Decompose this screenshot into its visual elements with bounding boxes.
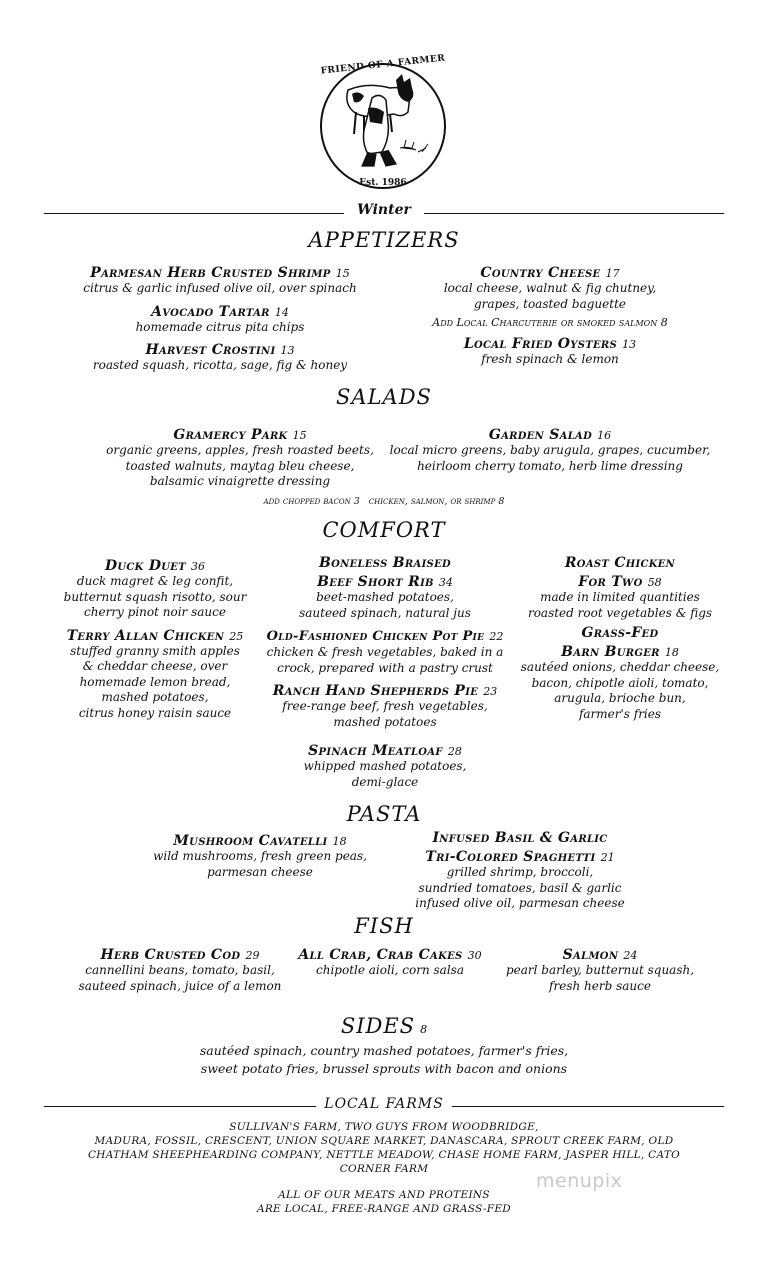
sides-desc-line: sautéed spinach, country mashed potatoes, farmer's fries, bbox=[199, 1043, 569, 1058]
item-name: Country Cheese bbox=[480, 265, 601, 281]
menu-item bbox=[60, 339, 380, 374]
item-price: 15 bbox=[292, 429, 307, 442]
menu-item bbox=[380, 333, 720, 368]
sides-desc-line: sweet potato fries, brussel sprouts with bacon and onions bbox=[200, 1061, 568, 1076]
menu-item bbox=[250, 680, 520, 730]
divider-right bbox=[424, 213, 724, 214]
item-price: 22 bbox=[489, 630, 504, 643]
item-name: Boneless Braised bbox=[319, 555, 451, 571]
fish-right-column bbox=[480, 944, 720, 994]
item-desc: duck magret & leg confit, bbox=[76, 574, 234, 588]
item-desc: balsamic vinaigrette dressing bbox=[149, 474, 331, 488]
item-name: All Crab, Crab Cakes bbox=[298, 947, 463, 963]
item-desc: roasted squash, ricotta, sage, fig & honey bbox=[92, 358, 348, 372]
item-name: Beef Short Rib bbox=[317, 574, 434, 590]
item-name: Roast Chicken bbox=[564, 555, 676, 571]
appetizer-addon: Add Local Charcuterie or smoked salmon 8 bbox=[432, 316, 668, 329]
menu-item bbox=[60, 262, 380, 297]
sides-desc bbox=[0, 1042, 768, 1078]
farm-line: CORNER FARM bbox=[339, 1163, 429, 1175]
item-desc: fresh spinach & lemon bbox=[481, 352, 619, 366]
salads-right-column bbox=[380, 424, 720, 474]
item-desc: grapes, toasted baguette bbox=[473, 296, 626, 311]
item-desc: cherry pinot noir sauce bbox=[84, 605, 226, 619]
item-desc: heirloom cherry tomato, herb lime dressing bbox=[417, 458, 683, 473]
salads-addon: add chopped bacon 3 chicken, salmon, or shrimp 8 bbox=[263, 496, 505, 507]
fish-heading: FISH bbox=[354, 914, 414, 938]
item-name: Terry Allan Chicken bbox=[66, 627, 225, 644]
item-desc: made in limited quantities bbox=[540, 590, 700, 604]
item-desc: citrus & garlic infused olive oil, over spinach bbox=[83, 281, 357, 295]
item-price: 24 bbox=[623, 949, 638, 962]
item-desc: cannellini beans, tomato, basil, bbox=[85, 963, 275, 977]
item-price: 18 bbox=[664, 646, 679, 659]
item-desc: farmer's fries bbox=[578, 706, 662, 721]
menu-item bbox=[250, 555, 520, 621]
item-desc: bacon, chipotle aioli, tomato, bbox=[531, 675, 709, 690]
item-price: 23 bbox=[483, 685, 498, 698]
sides-heading: SIDES bbox=[340, 1014, 416, 1038]
item-desc: organic greens, apples, fresh roasted beets, bbox=[106, 443, 374, 457]
item-desc: chipotle aioli, corn salsa bbox=[316, 963, 464, 977]
item-desc: roasted root vegetables & figs bbox=[527, 605, 713, 620]
item-price: 58 bbox=[647, 576, 662, 589]
item-price: 13 bbox=[280, 344, 295, 357]
menupix-watermark: menupix bbox=[536, 1170, 623, 1192]
menu-item bbox=[510, 625, 730, 722]
item-desc: butternut squash risotto, sour bbox=[63, 589, 247, 604]
sides-heading-row bbox=[0, 1014, 768, 1038]
item-name: Salmon bbox=[562, 947, 619, 963]
farm-line: SULLIVAN'S FARM, TWO GUYS FROM WOODBRIDGE, bbox=[229, 1121, 539, 1133]
item-name: Herb Crusted Cod bbox=[100, 947, 241, 963]
comfort-middle-column bbox=[250, 555, 520, 794]
item-name: Avocado Tartar bbox=[151, 303, 270, 320]
menu-item bbox=[250, 740, 520, 790]
item-desc: citrus honey raisin sauce bbox=[78, 705, 232, 720]
item-name: Tri-Colored Spaghetti bbox=[425, 849, 596, 865]
logo-est-text: Est. 1986 bbox=[359, 178, 407, 188]
item-price: 29 bbox=[245, 949, 260, 962]
item-desc: toasted walnuts, maytag bleu cheese, bbox=[125, 458, 355, 473]
logo-top-text: FRIEND OF A FARMER bbox=[320, 53, 446, 77]
comfort-heading: COMFORT bbox=[322, 518, 446, 542]
appetizers-left-column bbox=[60, 262, 380, 378]
item-desc: mashed potatoes, bbox=[101, 690, 209, 704]
item-desc: parmesan cheese bbox=[207, 864, 313, 879]
item-price: 13 bbox=[622, 338, 637, 351]
item-desc: demi-glace bbox=[351, 774, 419, 789]
item-desc: wild mushrooms, fresh green peas, bbox=[153, 849, 367, 863]
appetizers-right-column bbox=[380, 262, 720, 372]
item-desc: local cheese, walnut & fig chutney, bbox=[443, 281, 657, 295]
item-desc: & cheddar cheese, over bbox=[82, 659, 228, 673]
item-name: For Two bbox=[578, 574, 643, 590]
comfort-right-column bbox=[510, 555, 730, 726]
item-desc: sauteed spinach, juice of a lemon bbox=[78, 978, 282, 993]
pasta-left-column bbox=[130, 830, 390, 880]
menu-item bbox=[60, 301, 380, 336]
restaurant-logo bbox=[318, 52, 448, 198]
item-desc: local micro greens, baby arugula, grapes, cucumber, bbox=[389, 443, 711, 457]
item-desc: beet-mashed potatoes, bbox=[316, 590, 454, 604]
local-farms-list bbox=[30, 1120, 738, 1176]
item-price: 34 bbox=[438, 576, 453, 589]
item-name: Garden Salad bbox=[488, 427, 593, 443]
menu-item bbox=[250, 625, 520, 676]
comfort-left-column bbox=[40, 555, 270, 725]
item-desc: sundried tomatoes, basil & garlic bbox=[418, 880, 622, 895]
meats-note bbox=[0, 1188, 768, 1216]
item-price: 30 bbox=[467, 949, 482, 962]
salads-heading: SALADS bbox=[336, 385, 432, 409]
item-name: Infused Basil & Garlic bbox=[432, 830, 608, 846]
item-desc: sauteed spinach, natural jus bbox=[299, 605, 471, 620]
item-name: Harvest Crostini bbox=[145, 342, 276, 358]
item-name: Barn Burger bbox=[561, 644, 660, 660]
item-desc: stuffed granny smith apples bbox=[70, 643, 240, 658]
item-price: 18 bbox=[332, 835, 347, 848]
farms-divider-left bbox=[44, 1106, 316, 1107]
item-name: Spinach Meatloaf bbox=[308, 743, 443, 759]
local-farms-heading: LOCAL FARMS bbox=[324, 1096, 444, 1112]
item-price: 14 bbox=[274, 305, 289, 319]
farms-divider-right bbox=[452, 1106, 724, 1107]
divider-left bbox=[44, 213, 344, 214]
item-desc: homemade lemon bread, bbox=[79, 674, 231, 689]
item-desc: fresh herb sauce bbox=[549, 978, 651, 993]
item-price: 21 bbox=[600, 851, 615, 864]
item-desc: whipped mashed potatoes, bbox=[303, 759, 467, 773]
item-name: Grass-Fed bbox=[581, 625, 659, 641]
item-name: Parmesan Herb Crusted Shrimp bbox=[90, 265, 331, 281]
item-price: 36 bbox=[191, 560, 206, 573]
item-desc: homemade citrus pita chips bbox=[135, 319, 305, 334]
season-label: Winter bbox=[357, 202, 411, 218]
menu-item bbox=[510, 555, 730, 621]
item-name: Gramercy Park bbox=[173, 427, 288, 443]
menu-item bbox=[40, 555, 270, 621]
item-desc: infused olive oil, parmesan cheese bbox=[415, 896, 625, 910]
item-desc: sautéed onions, cheddar cheese, bbox=[520, 660, 720, 674]
fish-middle-column bbox=[280, 944, 500, 979]
item-desc: chicken & fresh vegetables, baked in a bbox=[266, 645, 504, 659]
fish-left-column bbox=[60, 944, 300, 994]
item-name: Duck Duet bbox=[104, 558, 186, 574]
item-name: Mushroom Cavatelli bbox=[173, 833, 328, 849]
item-desc: free-range beef, fresh vegetables, bbox=[282, 699, 488, 713]
pasta-heading: PASTA bbox=[346, 802, 422, 826]
menu-item bbox=[40, 625, 270, 722]
item-desc: pearl barley, butternut squash, bbox=[505, 963, 695, 977]
item-price: 15 bbox=[335, 267, 350, 280]
appetizers-heading: APPETIZERS bbox=[308, 228, 460, 252]
pasta-right-column bbox=[390, 830, 650, 912]
item-desc: arugula, brioche bun, bbox=[554, 691, 686, 705]
item-desc: crock, prepared with a pastry crust bbox=[277, 660, 493, 675]
farm-line: MADURA, FOSSIL, CRESCENT, UNION SQUARE MARKET, DANASCARA, SPROUT CREEK FARM, OLD bbox=[94, 1135, 674, 1147]
item-name: Local Fried Oysters bbox=[463, 336, 618, 352]
item-desc: grilled shrimp, broccoli, bbox=[446, 865, 594, 879]
item-name: Ranch Hand Shepherds Pie bbox=[272, 683, 479, 699]
sides-price: 8 bbox=[420, 1023, 428, 1036]
item-desc: mashed potatoes bbox=[333, 714, 437, 729]
item-name: Old-Fashioned Chicken Pot Pie bbox=[266, 629, 485, 644]
menu-item bbox=[380, 262, 720, 312]
item-price: 25 bbox=[229, 629, 244, 643]
note-line: ALL OF OUR MEATS AND PROTEINS bbox=[278, 1189, 490, 1201]
farm-line: CHATHAM SHEEPHEARDING COMPANY, NETTLE MEADOW, CHASE HOME FARM, JASPER HILL, CATO bbox=[87, 1149, 681, 1161]
item-price: 17 bbox=[605, 267, 620, 280]
salads-left-column bbox=[90, 424, 390, 490]
item-price: 28 bbox=[447, 745, 462, 758]
item-price: 16 bbox=[597, 429, 612, 442]
note-line: ARE LOCAL, FREE-RANGE AND GRASS-FED bbox=[256, 1203, 512, 1215]
